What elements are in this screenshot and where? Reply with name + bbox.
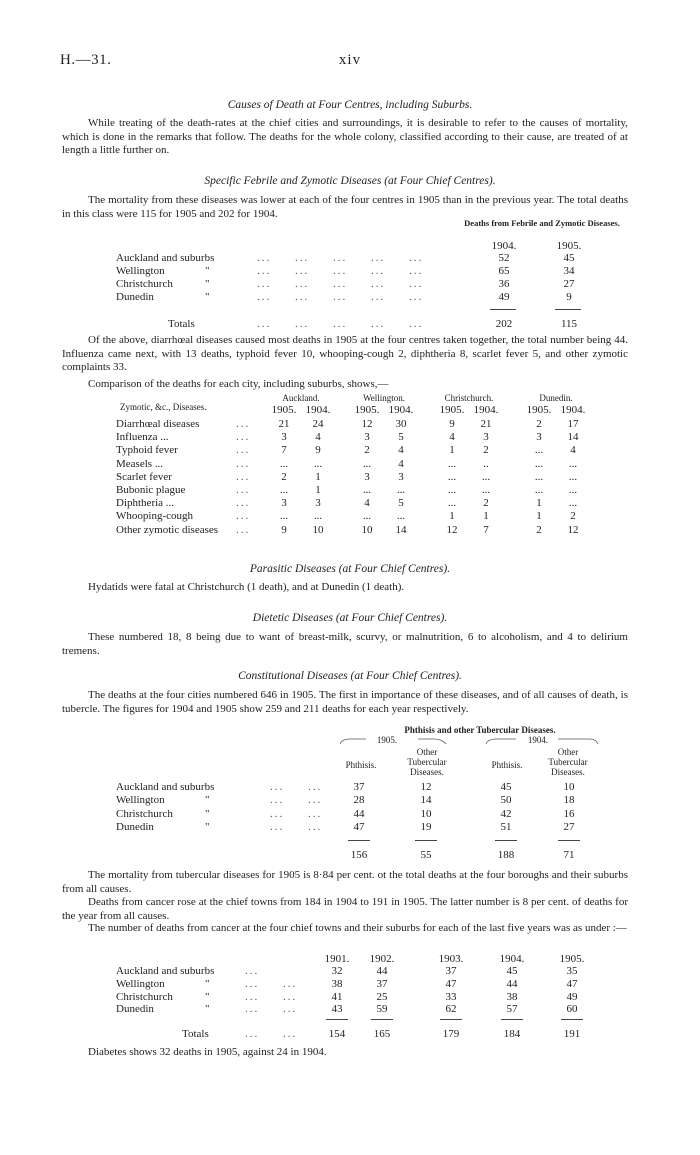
- column-phthisis: Phthisis.: [345, 760, 377, 770]
- row-label: Influenza ...: [116, 431, 169, 444]
- ditto-mark: ": [205, 1003, 210, 1016]
- paragraph-dietetic: These numbered 18, 8 being due to want of breast-milk, scurvy, or malnutrition, 6 to alcoholism, and 4 to delirium tremens.: [62, 631, 628, 657]
- page-number: xiv: [338, 52, 362, 68]
- cell-value: 3: [398, 470, 404, 483]
- cell-value: 36: [498, 278, 510, 290]
- cell-value: 10: [563, 781, 575, 793]
- table-febrile-header: Deaths from Febrile and Zymotic Diseases.: [464, 218, 620, 228]
- cell-value: 52: [498, 252, 510, 264]
- cell-value: 38: [506, 990, 518, 1003]
- cell-value: 18: [563, 794, 575, 807]
- cell-value: 5: [398, 497, 404, 510]
- cell-value: ...: [447, 457, 457, 470]
- column-city: Christchurch.: [444, 393, 494, 403]
- leader-dots: ...: [236, 418, 251, 430]
- cell-value: ...: [568, 484, 578, 496]
- cell-value: 9: [449, 418, 455, 430]
- row-label: Typhoid fever: [116, 444, 178, 457]
- cell-value: 12: [446, 523, 458, 536]
- paragraph-febrile-intro: The mortality from these diseases was lower at each of the four centres in 1905 than in the previous year. The total deaths in this class were 115 for 1905 and 202 for 1904.: [62, 194, 628, 220]
- cell-value: 10: [420, 807, 432, 820]
- row-label: Dunedin: [116, 820, 154, 833]
- cell-value: ...: [279, 457, 289, 470]
- cell-value: 17: [567, 418, 579, 430]
- cell-value: 57: [506, 1003, 518, 1016]
- total-rule: [501, 1019, 523, 1020]
- cell-value: 44: [353, 807, 365, 820]
- row-label: Bubonic plague: [116, 484, 186, 496]
- cell-total: 191: [563, 1028, 581, 1040]
- paragraph-diabetes: Diabetes shows 32 deaths in 1905, against 24 in 1904.: [88, 1046, 327, 1058]
- cell-value: 62: [445, 1003, 457, 1016]
- cell-value: 4: [398, 444, 404, 457]
- row-label: Christchurch: [116, 990, 173, 1003]
- cell-value: ...: [568, 497, 578, 510]
- leader-dots: ... ... ... ... ...: [257, 265, 424, 277]
- cell-total: 156: [350, 849, 368, 861]
- row-label: Wellington: [116, 265, 165, 277]
- cell-value: 21: [480, 418, 492, 430]
- cell-value: 1: [449, 510, 455, 523]
- ditto-mark: ": [205, 265, 210, 277]
- cell-value: 9: [315, 444, 321, 457]
- cell-value: ...: [534, 484, 544, 496]
- cell-value: ...: [534, 444, 544, 457]
- cell-value: 33: [445, 990, 457, 1003]
- row-label: Diarrhœal diseases: [116, 418, 200, 430]
- column-year: 1905.: [439, 404, 465, 416]
- cell-value: 19: [420, 820, 432, 833]
- cell-value: 47: [566, 977, 578, 990]
- total-rule: [348, 840, 370, 841]
- cell-value: ...: [396, 510, 406, 523]
- cell-value: 43: [331, 1003, 343, 1016]
- leader-dots: ...: [236, 431, 251, 444]
- cell-value: 47: [353, 820, 365, 833]
- ditto-mark: ": [205, 807, 210, 820]
- cell-value: 35: [566, 965, 578, 977]
- total-rule: [495, 840, 517, 841]
- cell-total: 115: [560, 318, 578, 330]
- column-year: 1902.: [369, 953, 395, 965]
- cell-value: 27: [563, 278, 575, 290]
- ditto-mark: ": [205, 820, 210, 833]
- column-year-1905: 1905.: [556, 240, 582, 252]
- column-year: 1905.: [559, 953, 585, 965]
- paragraph-parasitic: Hydatids were fatal at Christchurch (1 death), and at Dunedin (1 death).: [88, 581, 405, 593]
- cell-value: 3: [281, 497, 287, 510]
- cell-value: 59: [376, 1003, 388, 1016]
- cell-value: 47: [445, 977, 457, 990]
- column-year: 1905.: [526, 404, 552, 416]
- ditto-mark: ": [205, 291, 210, 303]
- column-phthisis: Phthisis.: [491, 760, 523, 770]
- leader-dots: ...: [236, 484, 251, 496]
- cell-value: 25: [376, 990, 388, 1003]
- cell-value: 3: [536, 431, 542, 444]
- cell-total: 179: [442, 1028, 460, 1040]
- cell-value: 14: [420, 794, 432, 807]
- cell-value: 49: [566, 990, 578, 1003]
- cell-value: 1: [449, 444, 455, 457]
- cell-value: 32: [331, 965, 343, 977]
- cell-value: 27: [563, 820, 575, 833]
- cell-value: ...: [534, 457, 544, 470]
- cell-value: 49: [498, 291, 510, 303]
- section-heading-parasitic: Parasitic Diseases (at Four Chief Centres).: [249, 563, 451, 575]
- cell-value: 14: [567, 431, 579, 444]
- section-heading-dietetic: Dietetic Diseases (at Four Chief Centres).: [252, 612, 448, 624]
- leader-dots: ... ...: [270, 794, 323, 807]
- paragraph-cancer-increase: Deaths from cancer rose at the chief towns from 184 in 1904 to 191 in 1905. The latter number is 8 per cent. of deaths for the year from all causes.: [62, 896, 628, 922]
- paragraph-tubercular-mortality: The mortality from tubercular diseases for 1905 is 8·84 per cent. ot the total deaths at the four boroughs and their suburbs from all causes.: [62, 869, 628, 895]
- cell-value: 7: [281, 444, 287, 457]
- cell-value: 12: [420, 781, 432, 793]
- leader-dots: ... ...: [270, 781, 323, 793]
- cell-value: ...: [362, 457, 372, 470]
- cell-value: 4: [570, 444, 576, 457]
- cell-value: ...: [568, 470, 578, 483]
- column-year-1904: 1904.: [527, 735, 549, 745]
- cell-value: ...: [568, 457, 578, 470]
- cell-value: 44: [376, 965, 388, 977]
- cell-value: ...: [396, 484, 406, 496]
- cell-value: 5: [398, 431, 404, 444]
- ditto-mark: ": [205, 977, 210, 990]
- cell-value: ...: [447, 497, 457, 510]
- row-label: Whooping-cough: [116, 510, 193, 523]
- column-city: Wellington.: [362, 393, 406, 403]
- cell-value: 1: [536, 497, 542, 510]
- row-label: Auckland and suburbs: [116, 965, 215, 977]
- table-tubercular-header: Phthisis and other Tubercular Diseases.: [404, 725, 556, 735]
- paragraph-constitutional: The deaths at the four cities numbered 646 in 1905. The first in importance of these diseases, and of all causes of death, is tubercle. The figures for 1904 and 1905 show 259 and 211 deaths for each year respectively.: [62, 689, 628, 715]
- column-year: 1905.: [354, 404, 380, 416]
- cell-value: 65: [498, 265, 510, 277]
- cell-value: 4: [398, 457, 404, 470]
- column-year: 1903.: [438, 953, 464, 965]
- cell-value: 1: [536, 510, 542, 523]
- ditto-mark: ": [205, 990, 210, 1003]
- cell-value: ...: [534, 470, 544, 483]
- cell-value: 10: [361, 523, 373, 536]
- cell-value: 3: [315, 497, 321, 510]
- cell-value: 12: [361, 418, 373, 430]
- total-rule: [415, 840, 437, 841]
- section-heading-causes: Causes of Death at Four Centres, including Suburbs.: [227, 99, 473, 111]
- cell-value: ...: [362, 484, 372, 496]
- cell-value: ...: [481, 484, 491, 496]
- row-label: Christchurch: [116, 807, 173, 820]
- cell-value: 4: [364, 497, 370, 510]
- cell-value: ...: [313, 510, 323, 523]
- cell-value: 10: [312, 523, 324, 536]
- cell-total: 55: [420, 849, 432, 861]
- cell-value: 12: [567, 523, 579, 536]
- cell-value: 9: [281, 523, 287, 536]
- cell-value: ...: [447, 484, 457, 496]
- column-other-tubercular: Other Tubercular Diseases.: [407, 747, 447, 777]
- cell-total: 184: [503, 1028, 521, 1040]
- ditto-mark: ": [205, 794, 210, 807]
- cell-total: 165: [373, 1028, 391, 1040]
- cell-value: 37: [445, 965, 457, 977]
- cell-value: 7: [483, 523, 489, 536]
- cell-value: 42: [500, 807, 512, 820]
- cell-value: 2: [536, 523, 542, 536]
- row-label: Auckland and suburbs: [116, 781, 215, 793]
- report-reference: H.—31.: [60, 52, 112, 68]
- row-label: Christchurch: [116, 278, 173, 290]
- leader-dots: ... ... ... ... ...: [257, 291, 424, 303]
- row-label: Wellington: [116, 794, 165, 807]
- leader-dots: ... ...: [245, 1028, 298, 1040]
- column-year: 1904.: [305, 404, 331, 416]
- section-heading-constitutional: Constitutional Diseases (at Four Chief Centres).: [238, 670, 462, 682]
- cell-value: 50: [500, 794, 512, 807]
- leader-dots: ...: [236, 457, 251, 470]
- total-rule: [326, 1019, 348, 1020]
- cell-value: 37: [353, 781, 365, 793]
- cell-value: 3: [483, 431, 489, 444]
- row-label: Measels ...: [116, 457, 164, 470]
- paragraph-causes-intro: While treating of the death-rates at the chief cities and surroundings, it is desirable to refer to the causes of mortality, which is done in the remarks that follow. The deaths for the whole colony, classified according to their cause, are treated of at length a little further on.: [62, 117, 628, 156]
- totals-label: Totals: [182, 1028, 209, 1040]
- cell-value: 45: [506, 965, 518, 977]
- column-year: 1901.: [324, 953, 350, 965]
- cell-value: 2: [281, 470, 287, 483]
- paragraph-comparison-intro: Comparison of the deaths for each city, including suburbs, shows,—: [88, 378, 389, 390]
- cell-value: 1: [315, 484, 321, 496]
- row-label: Other zymotic diseases: [116, 523, 219, 536]
- row-label: Auckland and suburbs: [116, 252, 215, 264]
- cell-value: 21: [278, 418, 290, 430]
- cell-value: 28: [353, 794, 365, 807]
- cell-value: 34: [563, 265, 575, 277]
- column-year-1904: 1904.: [491, 240, 517, 252]
- column-city: Dunedin.: [539, 393, 573, 403]
- cell-value: 37: [376, 977, 388, 990]
- cell-value: 2: [364, 444, 370, 457]
- column-year: 1904.: [388, 404, 414, 416]
- cell-value: 3: [281, 431, 287, 444]
- row-label: Scarlet fever: [116, 470, 172, 483]
- cell-value: 4: [449, 431, 455, 444]
- leader-dots: ... ...: [245, 977, 298, 990]
- cell-value: 38: [331, 977, 343, 990]
- column-other-tubercular: Other Tubercular Diseases.: [548, 747, 588, 777]
- paragraph-febrile-summary: Of the above, diarrhœal diseases caused most deaths in 1905 at the four centres taken together, the total number being 44. Influenza came next, with 13 deaths, typhoid fever 10, whooping-cough 2, diphtheria 8, scarlet fever 5, and other zymotic complaints 33.: [62, 334, 628, 373]
- leader-dots: ...: [236, 523, 251, 536]
- column-year: 1904.: [560, 404, 586, 416]
- cell-value: 45: [500, 781, 512, 793]
- cell-value: ...: [279, 510, 289, 523]
- leader-dots: ...: [236, 497, 251, 510]
- leader-dots: ... ... ... ... ...: [257, 252, 424, 264]
- total-rule: [490, 309, 516, 310]
- leader-dots: ... ...: [245, 990, 298, 1003]
- cell-value: 1: [315, 470, 321, 483]
- cell-value: ..: [483, 457, 489, 470]
- cell-value: 2: [483, 444, 489, 457]
- leader-dots: ... ... ... ... ...: [257, 318, 424, 330]
- cell-value: 60: [566, 1003, 578, 1016]
- cell-value: 2: [570, 510, 576, 523]
- column-year-1905: 1905.: [376, 735, 398, 745]
- column-year: 1905.: [271, 404, 297, 416]
- cell-value: 1: [483, 510, 489, 523]
- totals-label: Totals: [168, 318, 195, 330]
- leader-dots: ... ... ... ... ...: [257, 278, 424, 290]
- total-rule: [555, 309, 581, 310]
- cell-value: ...: [362, 510, 372, 523]
- cell-value: 2: [483, 497, 489, 510]
- total-rule: [440, 1019, 462, 1020]
- total-rule: [561, 1019, 583, 1020]
- cell-value: ...: [481, 470, 491, 483]
- cell-total: 154: [328, 1028, 346, 1040]
- section-heading-febrile: Specific Febrile and Zymotic Diseases (at Four Chief Centres).: [204, 175, 496, 187]
- cell-value: 16: [563, 807, 575, 820]
- cell-value: 14: [395, 523, 407, 536]
- leader-dots: ... ...: [270, 807, 323, 820]
- row-label: Wellington: [116, 977, 165, 990]
- leader-dots: ... ...: [270, 820, 323, 833]
- cell-value: 3: [364, 470, 370, 483]
- leader-dots: ...: [245, 965, 260, 977]
- leader-dots: ...: [236, 444, 251, 457]
- cell-value: 51: [500, 820, 512, 833]
- cell-total: 202: [495, 318, 513, 330]
- column-city: Auckland.: [282, 393, 320, 403]
- row-label: Dunedin: [116, 1003, 154, 1016]
- cell-value: 44: [506, 977, 518, 990]
- cell-value: 24: [312, 418, 324, 430]
- cell-value: ...: [447, 470, 457, 483]
- ditto-mark: ": [205, 278, 210, 290]
- cell-total: 71: [563, 849, 575, 861]
- leader-dots: ...: [236, 510, 251, 523]
- cell-value: 9: [566, 291, 572, 303]
- row-label: Dunedin: [116, 291, 154, 303]
- cell-total: 188: [497, 849, 515, 861]
- cell-value: ...: [313, 457, 323, 470]
- cell-value: 4: [315, 431, 321, 444]
- total-rule: [371, 1019, 393, 1020]
- column-year: 1904.: [473, 404, 499, 416]
- row-label: Diphtheria ...: [116, 497, 175, 510]
- leader-dots: ...: [236, 470, 251, 483]
- cell-value: 41: [331, 990, 343, 1003]
- table-row-header: Zymotic, &c., Diseases.: [120, 402, 207, 412]
- paragraph-cancer-intro: The number of deaths from cancer at the four chief towns and their suburbs for each of the last five years was as under :—: [88, 922, 627, 934]
- total-rule: [558, 840, 580, 841]
- column-year: 1904.: [499, 953, 525, 965]
- cell-value: 3: [364, 431, 370, 444]
- cell-value: 45: [563, 252, 575, 264]
- leader-dots: ... ...: [245, 1003, 298, 1016]
- cell-value: 2: [536, 418, 542, 430]
- cell-value: 30: [395, 418, 407, 430]
- cell-value: ...: [279, 484, 289, 496]
